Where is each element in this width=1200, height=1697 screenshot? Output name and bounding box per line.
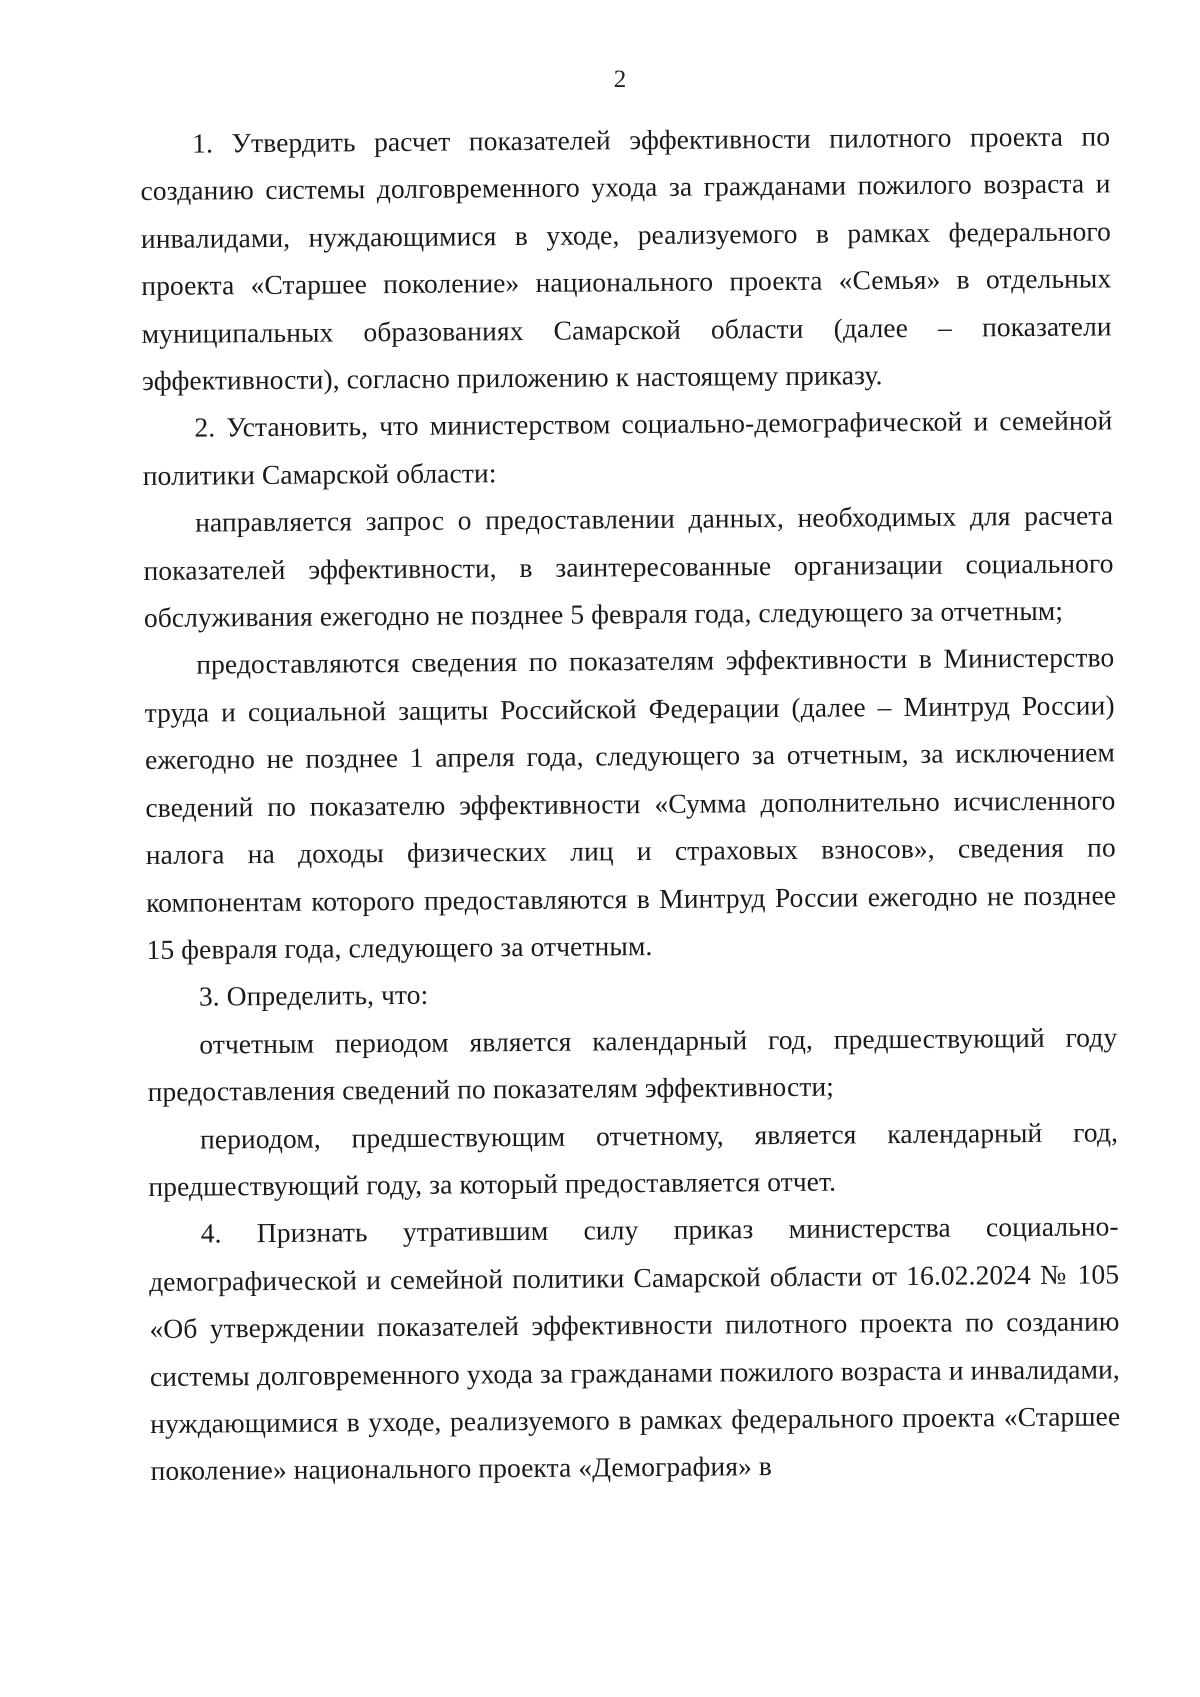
page-number: 2	[613, 66, 627, 93]
paragraph-1: 1. Утвердить расчет показателей эффективности пилотного проекта по созданию системы долговременного ухода за гражданами пожилого возраста и инвалидами, нуждающимися в уходе, реализуемого в рамках федерального проекта «Старшее поколение» национального проекта «Семья» в отдельных муниципальных образованиях Самарской области (далее – показатели эффективности), согласно приложению к настоящему приказу.	[140, 120, 1112, 397]
paragraph-5: 3. Определить, что:	[198, 979, 429, 1012]
paragraph-7: периодом, предшествующим отчетному, является календарный год, предшествующий году, за который предоставляется отчет.	[148, 1115, 1119, 1202]
paragraph-2: 2. Установить, что министерством социально-демографической и семейной политики Самарской области:	[142, 404, 1113, 491]
paragraph-8: 4. Признать утратившим силу приказ министерства социально-демографической и семейной политики Самарской области от 16.02.2024 № 105 «Об утверждении показателей эффективности пилотного проекта по созданию системы долговременного ухода за гражданами пожилого возраста и инвалидами, нуждающимися в уходе, реализуемого в рамках федерального проекта «Старшее поколение» национального проекта «Демография» в	[148, 1210, 1121, 1487]
paragraph-4: предоставляются сведения по показателям эффективности в Министерство труда и социальной защиты Российской Федерации (далее – Минтруд России) ежегодно не позднее 1 апреля года, следующего за отчетным, за исключением сведений по показателю эффективности «Сумма дополнительно исчисленного налога на доходы физических лиц и страховых взносов», сведения по компонентам которого предоставляются в Минтруд России ежегодно не позднее 15 февраля года, следующего за отчетным.	[144, 641, 1117, 965]
paragraph-3: направляется запрос о предоставлении данных, необходимых для расчета показателей эффективности, в заинтересованные организации социального обслуживания ежегодно не позднее 5 февраля года, следующего за отчетным;	[143, 499, 1114, 634]
document-body	[140, 112, 1121, 1494]
paragraph-6: отчетным периодом является календарный год, предшествующий году предоставления сведений по показателям эффективности;	[147, 1021, 1118, 1108]
